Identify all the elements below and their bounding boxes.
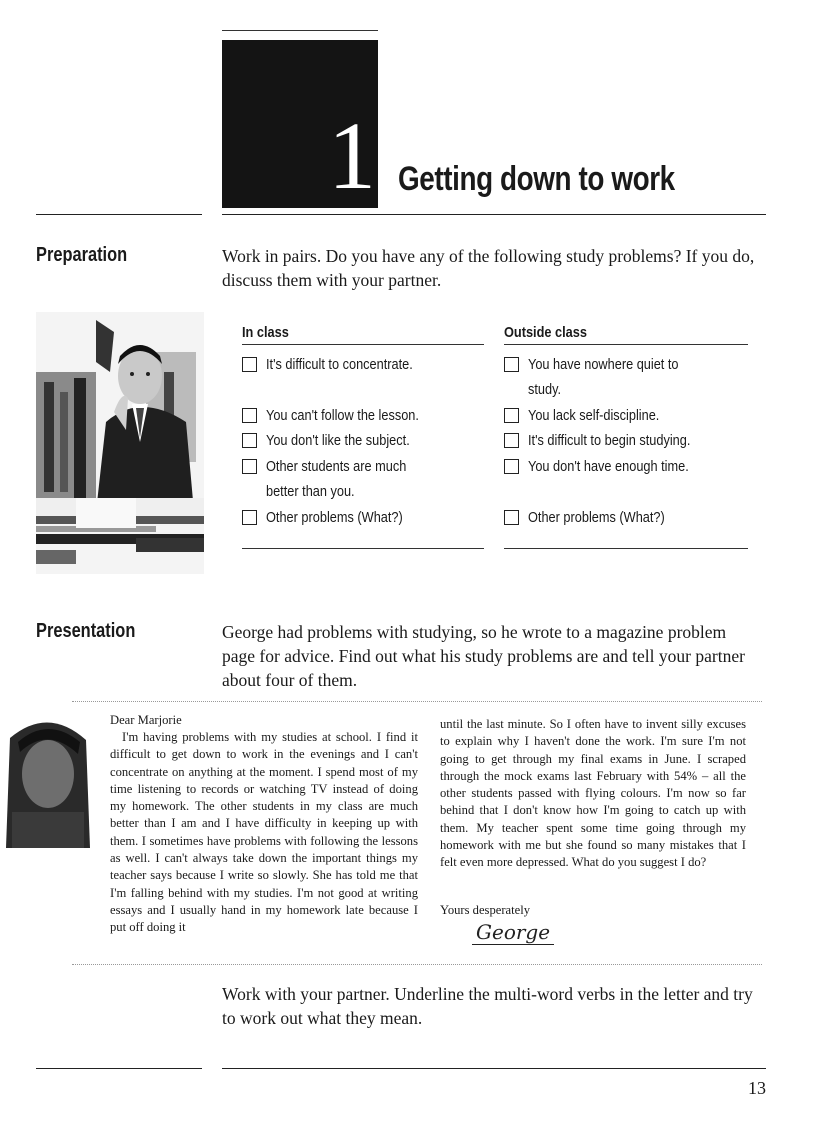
letter-signature: George	[472, 920, 554, 945]
checkbox-label: It's difficult to begin studying.	[528, 432, 691, 449]
letter-column-1: I'm having problems with my studies at school. I find it difficult to get down to work in the evenings and I can't concentrate on anything at the moment. I spend most of my time listening to records or watching TV instead of doing my homework. The other students in my class are much better than I am and I have difficulty in keeping up with them. I sometimes have problems with following the lessons as well. I can't always take down the important things my teacher says because I write so slowly. She has told me that I'm falling behind with my studies. I'm not good at writing essays and I usually hand in my homework late because I put off doing it	[110, 730, 418, 935]
checkbox-label: You don't like the subject.	[266, 432, 410, 449]
page-number: 13	[748, 1078, 766, 1098]
checkbox[interactable]	[242, 357, 257, 372]
checkbox[interactable]	[242, 408, 257, 423]
checkbox-label: Other problems (What?)	[266, 509, 403, 526]
outside-class-answer-line[interactable]	[504, 548, 748, 549]
checkbox[interactable]	[242, 433, 257, 448]
preparation-instruction: Work in pairs. Do you have any of the following study problems? If you do, discuss them with your partner.	[222, 246, 755, 290]
letter-salutation: Dear Marjorie	[110, 713, 182, 727]
unit-title: Getting down to work	[398, 160, 675, 198]
checkbox[interactable]	[504, 357, 519, 372]
checkbox[interactable]	[504, 510, 519, 525]
header-rule-left	[36, 214, 202, 215]
footer-rule-left	[36, 1068, 202, 1069]
checkbox[interactable]	[504, 408, 519, 423]
presentation-heading: Presentation	[36, 620, 136, 642]
letter-closing: Yours desperately	[440, 903, 531, 917]
letter-column-2: until the last minute. So I often have to invent silly excuses to explain why I haven't done the work. I'm sure I'm not going to get through my final exams in June. I scraped through the mock exams last February with 54% – all the other students passed with flying colours. I'm now so far behind that I don't know how I'm going to catch up with them. My teacher spent some time going through my homework with me but she found so many mistakes that I felt even more depressed. What do you suggest I do?	[440, 717, 746, 870]
in-class-heading-rule	[242, 344, 484, 345]
outside-class-heading: Outside class	[504, 324, 587, 341]
student-photo	[36, 312, 204, 574]
task-instruction: Work with your partner. Underline the multi-word verbs in the letter and try to work out what they mean.	[222, 984, 753, 1028]
checkbox-label: You can't follow the lesson.	[266, 407, 419, 424]
in-class-heading: In class	[242, 324, 289, 341]
preparation-heading: Preparation	[36, 244, 128, 266]
george-photo	[0, 712, 96, 848]
footer-rule-right	[222, 1068, 766, 1069]
outside-class-heading-rule	[504, 344, 748, 345]
unit-number: 1	[328, 102, 376, 209]
letter-top-rule	[72, 701, 762, 702]
checkbox[interactable]	[242, 459, 257, 474]
checkbox[interactable]	[504, 459, 519, 474]
header-rule-right	[222, 214, 766, 215]
in-class-answer-line[interactable]	[242, 548, 484, 549]
checkbox[interactable]	[242, 510, 257, 525]
checkbox-label: You lack self-discipline.	[528, 407, 660, 424]
student-photo-illustration	[36, 312, 204, 574]
checkbox-label: You have nowhere quiet to study.	[528, 356, 679, 398]
checkbox-label: You don't have enough time.	[528, 458, 689, 475]
top-rule	[222, 30, 378, 31]
checkbox-label: Other problems (What?)	[528, 509, 665, 526]
george-photo-illustration	[0, 712, 96, 848]
presentation-instruction: George had problems with studying, so he wrote to a magazine problem page for advice. Find out what his study problems are and tell your partner about four of them.	[222, 622, 745, 690]
checkbox[interactable]	[504, 433, 519, 448]
checkbox-label: Other students are much better than you.	[266, 458, 407, 500]
letter-bottom-rule	[72, 964, 762, 965]
checkbox-label: It's difficult to concentrate.	[266, 356, 413, 373]
